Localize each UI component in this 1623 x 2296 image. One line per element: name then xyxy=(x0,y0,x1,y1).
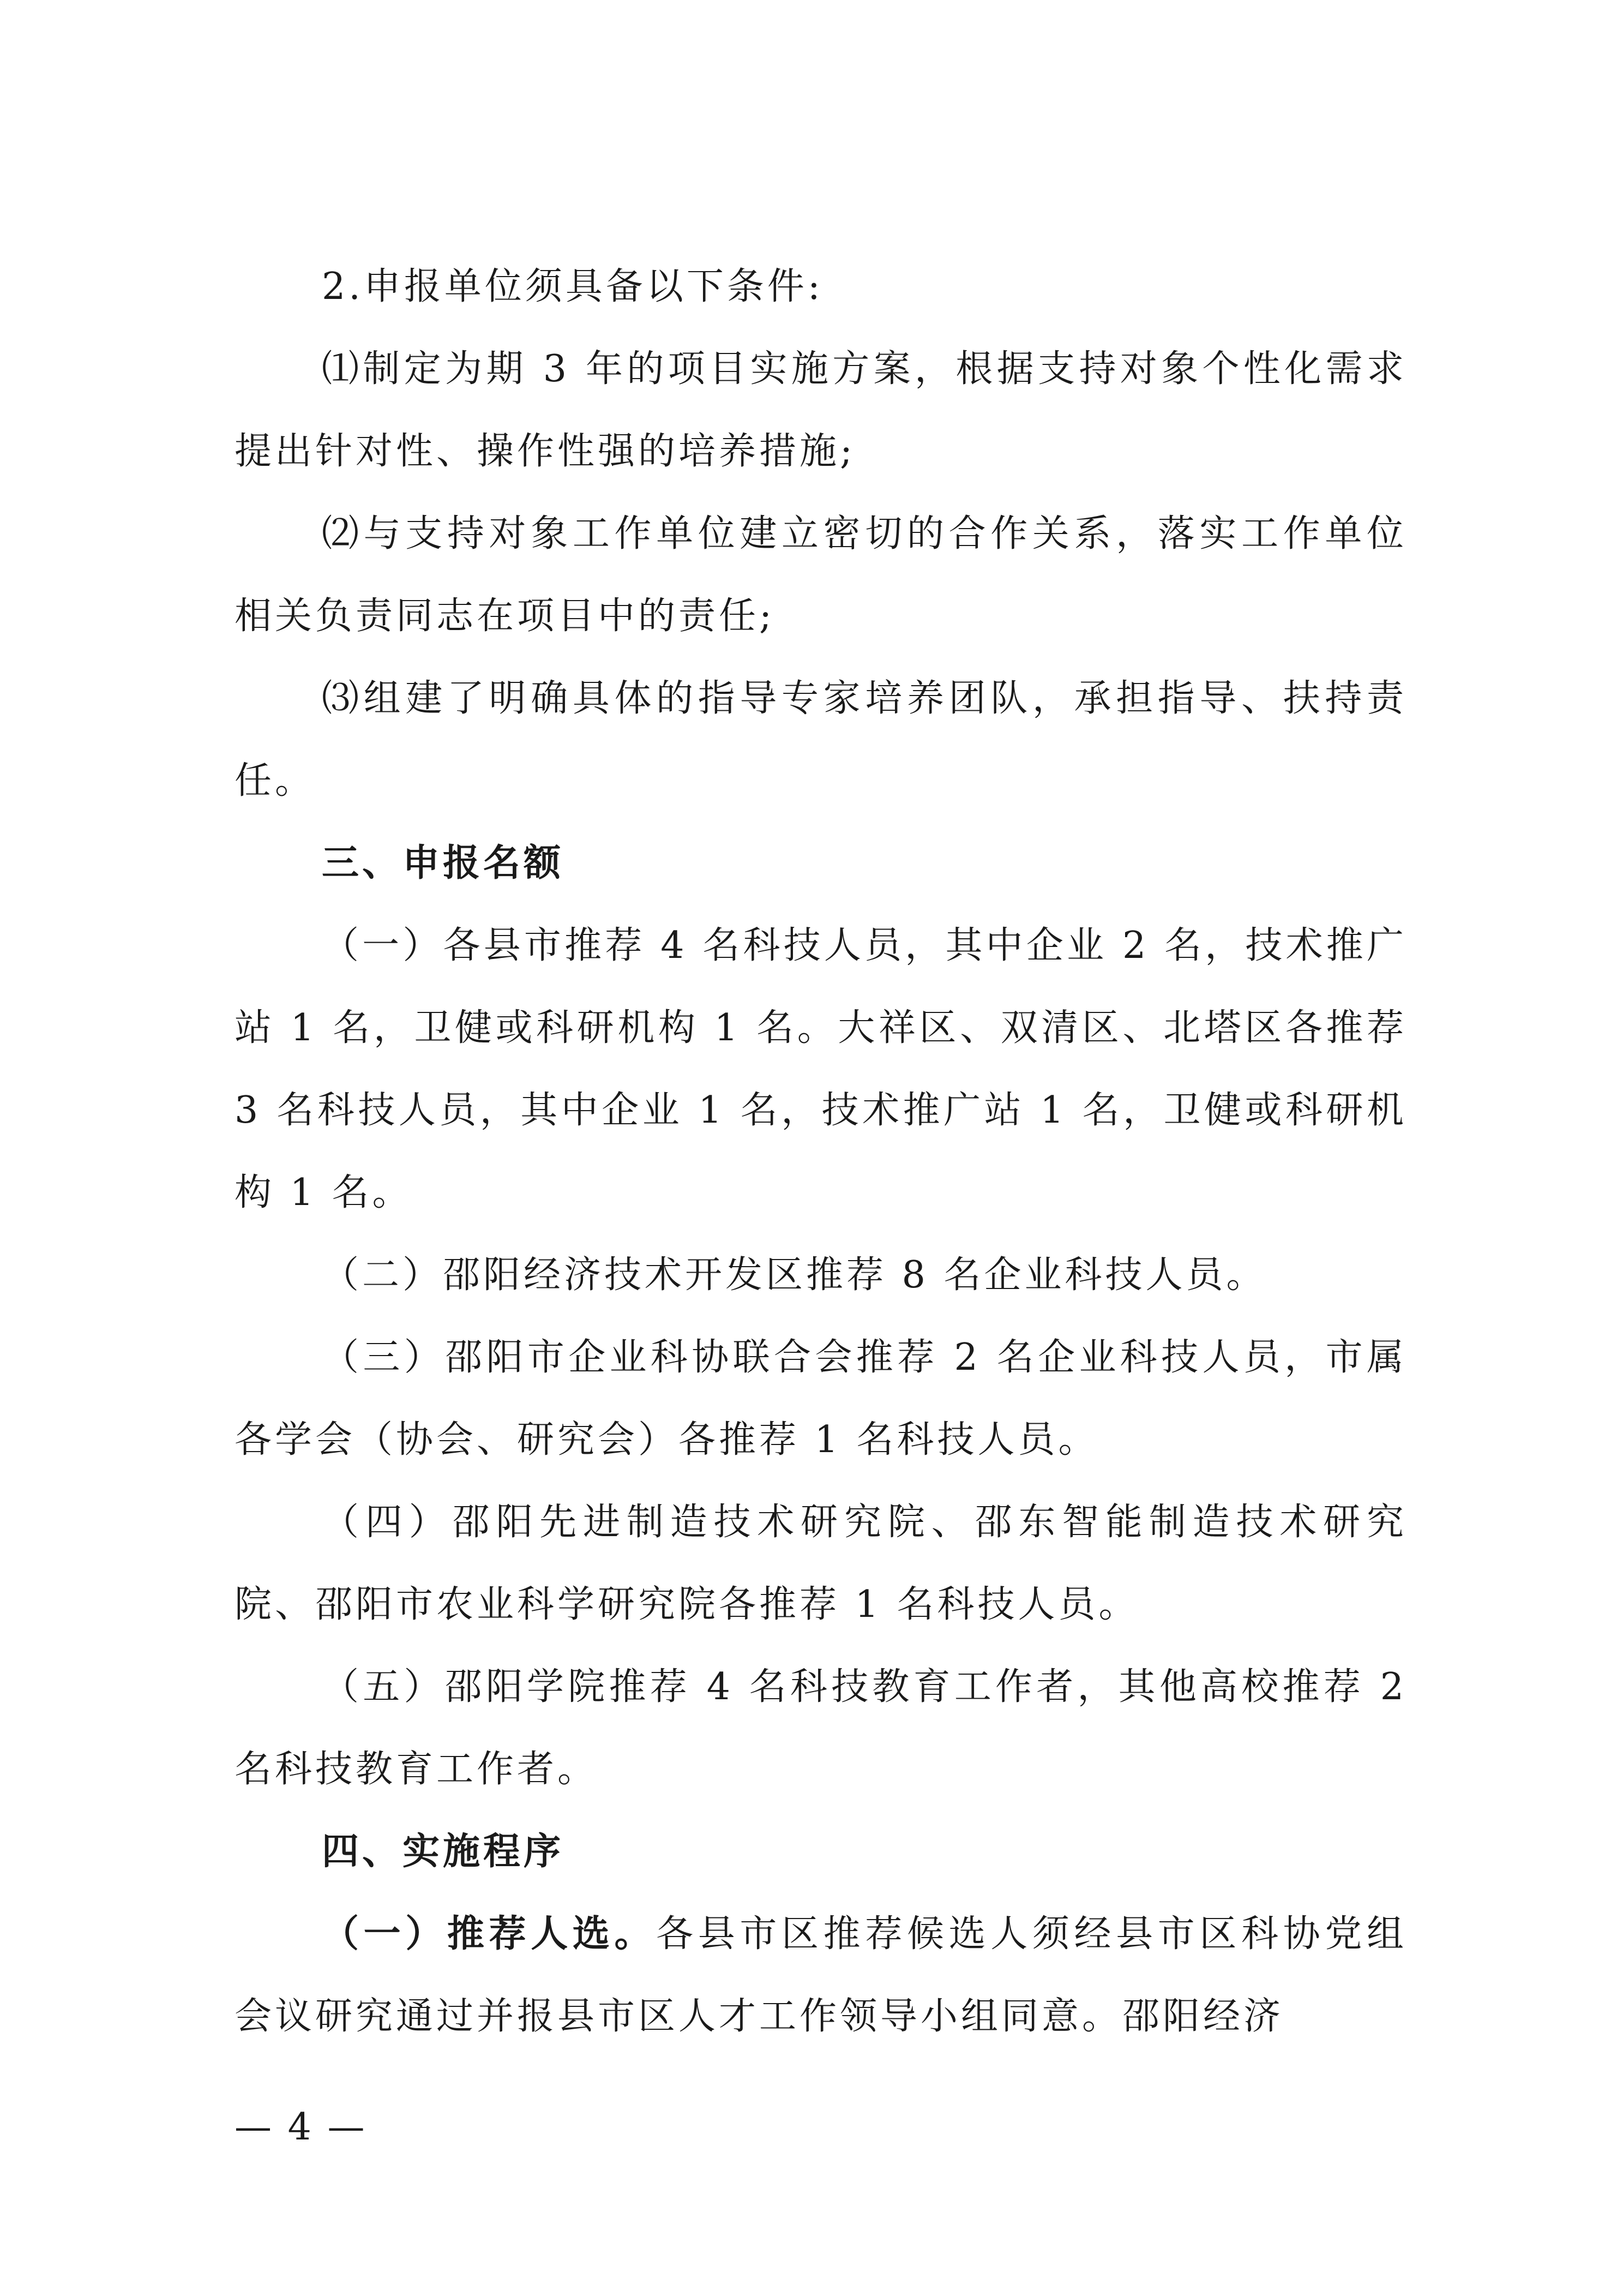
paragraph-quota-2: （二）邵阳经济技术开发区推荐 8 名企业科技人员。 xyxy=(322,1254,1267,1297)
document-body xyxy=(235,245,1407,2058)
page-number: — 4 — xyxy=(235,2106,367,2149)
paragraph-condition-3: ⑶组建了明确具体的指导专家培养团队，承担指导、扶持责任。 xyxy=(235,677,1407,802)
paragraph-procedure-1-body: 各县市区推荐候选人须经县市区科协党组会议研究通过并报县市区人才工作领导小组同意。邵阳经济 xyxy=(235,1913,1407,2038)
paragraph-quota-5: （五）邵阳学院推荐 4 名科技教育工作者，其他高校推荐 2 名科技教育工作者。 xyxy=(235,1665,1407,1791)
paragraph-condition-2: ⑵与支持对象工作单位建立密切的合作关系，落实工作单位相关负责同志在项目中的责任; xyxy=(235,512,1407,638)
paragraph-procedure-1 xyxy=(235,1893,1407,2058)
paragraph-conditions-intro: 2.申报单位须具备以下条件: xyxy=(322,265,823,308)
paragraph-procedure-1-lead: （一）推荐人选。 xyxy=(322,1912,657,1956)
paragraph-quota-1: （一）各县市推荐 4 名科技人员，其中企业 2 名，技术推广站 1 名，卫健或科研机构 1 名。大祥区、双清区、北塔区各推荐 3 名科技人员，其中企业 1 名，技术推广站 1 名，卫健或科研机构 1 名。 xyxy=(235,924,1407,1214)
paragraph-quota-3: （三）邵阳市企业科协联合会推荐 2 名企业科技人员，市属各学会（协会、研究会）各推荐 1 名科技人员。 xyxy=(235,1336,1407,1461)
section-heading-quota: 三、申报名额 xyxy=(322,842,564,885)
section-heading-procedure: 四、实施程序 xyxy=(322,1830,564,1873)
paragraph-quota-4: （四）邵阳先进制造技术研究院、邵东智能制造技术研究院、邵阳市农业科学研究院各推荐 1 名科技人员。 xyxy=(235,1501,1407,1626)
paragraph-condition-1: ⑴制定为期 3 年的项目实施方案，根据支持对象个性化需求提出针对性、操作性强的培养措施; xyxy=(235,347,1407,473)
